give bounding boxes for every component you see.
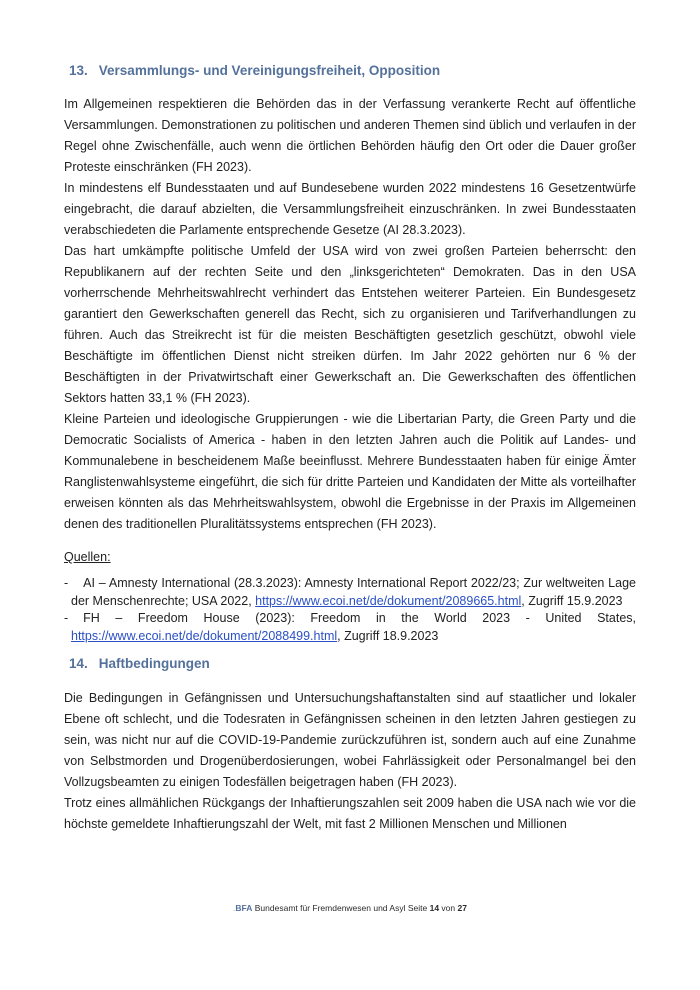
- paragraph-assembly-rights: Im Allgemeinen respektieren die Behörden das in der Verfassung verankerte Recht auf öffentliche Versammlungen. Demonstrationen zu politischen und anderen Themen sind üblich und verlaufen in der Regel ohne Zwischenfälle, auch wenn die örtlichen Behörden häufig den Ort oder die Dauer großer Proteste einschränken (FH 2023).: [64, 97, 636, 174]
- paragraph-prison-conditions: Die Bedingungen in Gefängnissen und Untersuchungshaftanstalten sind auf staatlicher und lokaler Ebene oft schlecht, und die Todesraten in Gefängnissen scheinen in den letzten Jahren gestiegen zu sein, was nicht nur auf die COVID-19-Pandemie zurückzuführen ist, sondern auch auf eine Zunahme von Selbstmorden und Drogenüberdosierungen, wobei Fahrlässigkeit oder Personalmangel bei den Vollzugsbeamten zu einigen Todesfällen beigetragen haben (FH 2023).: [64, 691, 636, 789]
- section-14-title: Haftbedingungen: [98, 656, 210, 671]
- bfa-logo: BFA: [235, 903, 253, 913]
- bullet-dash: -: [64, 576, 69, 590]
- source-item-ai: [64, 575, 636, 610]
- paragraph-small-parties: Kleine Parteien und ideologische Gruppierungen - wie die Libertarian Party, die Green Party und die Democratic Socialists of America - haben in den letzten Jahren auch die Politik auf Landes- und Kommunalebene in bescheidenem Maße beeinflusst. Mehrere Bundesstaaten haben für einige Ämter Ranglistenwahlsysteme eingeführt, die sich für dritte Parteien und Kandidaten der Mitte als vorteilhafter erweisen könnten als das Mehrheitswahlsystem, obwohl die Ergebnisse in der Praxis im Allgemeinen denen des traditionellen Pluralitätssystems entsprechen (FH 2023).: [64, 412, 636, 531]
- source-text: AI – Amnesty International (28.3.2023): Amnesty International Report 2022/23; Zur weltweiten Lage der Menschenrechte; USA 2022,: [71, 576, 636, 608]
- paragraph-assembly-laws: In mindestens elf Bundesstaaten und auf Bundesebene wurden 2022 mindestens 16 Gesetzentwürfe eingebracht, die darauf abzielten, die Versammlungsfreiheit einzuschränken. In zwei Bundesstaaten verabschiedeten die Parlamente entsprechende Gesetze (AI 28.3.2023).: [64, 181, 636, 237]
- section-14-number: 14.: [69, 656, 88, 671]
- sources-block: [64, 548, 636, 645]
- source-link-2089665[interactable]: https://www.ecoi.net/de/dokument/2089665.html: [255, 593, 522, 608]
- source-text: FH – Freedom House (2023): Freedom in the World 2023 - United States,: [83, 611, 636, 625]
- bullet-dash: -: [64, 611, 69, 625]
- footer-of-label: von: [439, 903, 458, 913]
- page-content: [64, 62, 636, 835]
- section-13-heading: [64, 62, 636, 80]
- section-13-number: 13.: [69, 63, 88, 78]
- bfa-logo-dot: .: [233, 903, 236, 913]
- page-footer: [0, 903, 700, 914]
- sources-label: Quellen:: [64, 550, 111, 564]
- source-access-date: , Zugriff 15.9.2023: [521, 593, 623, 608]
- source-link-2088499[interactable]: https://www.ecoi.net/de/dokument/2088499.html: [71, 628, 338, 643]
- footer-page-number: 14: [429, 903, 440, 913]
- paragraph-incarceration-numbers: Trotz eines allmählichen Rückgangs der Inhaftierungszahlen seit 2009 haben die USA nach wie vor die höchste gemeldete Inhaftierungszahl der Welt, mit fast 2 Millionen Menschen und Millionen: [64, 796, 636, 831]
- section-13-title: Versammlungs- und Vereinigungsfreiheit, Opposition: [98, 63, 441, 78]
- paragraph-political-parties: Das hart umkämpfte politische Umfeld der USA wird von zwei großen Parteien beherrscht: den Republikanern auf der rechten Seite und den „linksgerichteten“ Demokraten. Das in den USA vorherrschende Mehrheitswahlrecht verhindert das Entstehen weiterer Parteien. Ein Bundesgesetz garantiert den Gewerkschaften generell das Recht, sich zu organisieren und Tarifverhandlungen zu führen. Auch das Streikrecht ist für die meisten Beschäftigten gesetzlich geschützt, obwohl viele Beschäftigte im öffentlichen Dienst nicht streiken dürfen. Im Jahr 2022 gehörten nur 6 % der Beschäftigten in der Privatwirtschaft einer Gewerkschaft an. Die Gewerkschaften des öffentlichen Sektors hatten 33,1 % (FH 2023).: [64, 244, 636, 405]
- section-14-heading: [64, 655, 636, 673]
- footer-total-pages: 27: [457, 903, 467, 913]
- source-access-date: , Zugriff 18.9.2023: [337, 628, 439, 643]
- source-item-fh: [64, 610, 636, 645]
- footer-text: Bundesamt für Fremdenwesen und Asyl Seite: [252, 903, 430, 913]
